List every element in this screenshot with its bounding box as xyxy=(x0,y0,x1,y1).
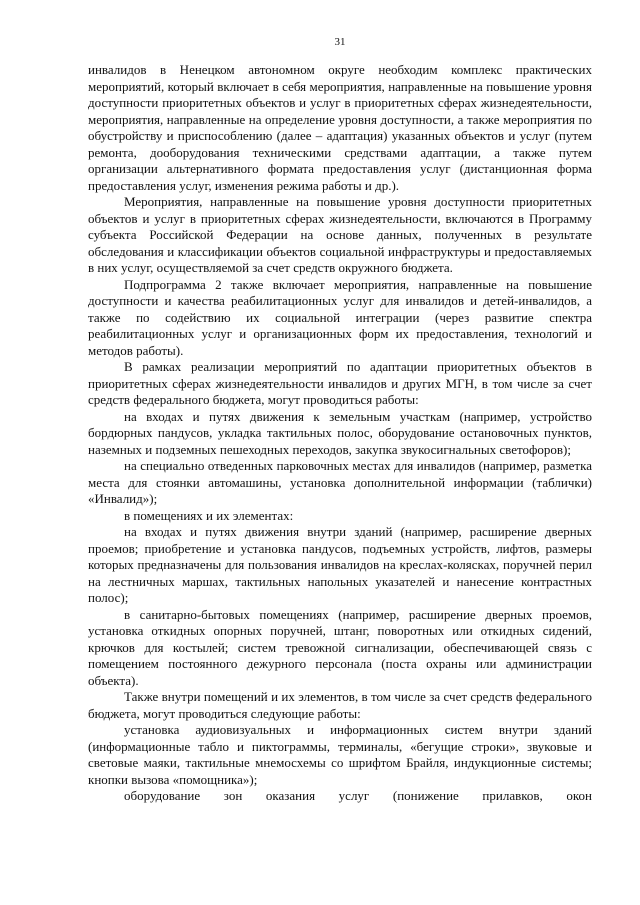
paragraph: в помещениях и их элементах: xyxy=(124,507,294,523)
paragraph: на специально отведенных парковочных местах для инвалидов (например, разметка места для стоянки автомашины, установка дополнительной информации (таблички) «Инвалид»); xyxy=(88,458,592,506)
paragraph: Подпрограмма 2 также включает мероприятия, направленные на повышение доступности и качества реабилитационных услуг для инвалидов и детей-инвалидов, а также по содействию их социальной интеграции (через развитие спектра реабилитационных услуг и организационных форм их предоставления, технологий и методов работы). xyxy=(88,276,592,358)
paragraph: инвалидов в Ненецком автономном округе необходим комплекс практических мероприятий, который включает в себя мероприятия, направленные на повышение уровня доступности приоритетных объектов и услуг в приоритетных сферах жизнедеятельности, мероприятия, направленные на определение уровня доступности, а также мероприятия по обустройству и приспособлению (далее – адаптация) указанных объектов и услуг (путем ремонта, дооборудования техническими средствами адаптации, а также путем организации альтернативного формата предоставления услуг (дистанционная форма предоставления услуг, изменения режима работы и др.). xyxy=(88,62,592,193)
page-number: 31 xyxy=(334,36,346,48)
paragraph: Мероприятия, направленные на повышение уровня доступности приоритетных объектов и услуг в приоритетных сферах жизнедеятельности, включаются в Программу субъекта Российской Федерации на основе данных, полученных в результате обследования и классификации объектов социальной инфраструктуры и предоставляемых в них услуг, осуществляемой за счет средств окружного бюджета. xyxy=(88,194,592,275)
paragraph: В рамках реализации мероприятий по адаптации приоритетных объектов в приоритетных сферах жизнедеятельности инвалидов и других МГН, в том числе за счет средств федерального бюджета, могут проводиться работы: xyxy=(88,359,592,407)
document-body xyxy=(88,62,592,805)
paragraph: на входах и путях движения к земельным участкам (например, устройство бордюрных пандусов, укладка тактильных полос, оборудование остановочных пунктов, наземных и подземных пешеходных переходов, закупка звукосигнальных светофоров); xyxy=(88,408,592,457)
paragraph: на входах и путях движения внутри зданий (например, расширение дверных проемов; приобретение и установка пандусов, подъемных устройств, лифтов, размеры которых предназначены для пользования инвалидов на креслах-колясках, поручней перил на лестничных маршах, тактильных напольных указателей и нанесение контрастных полос); xyxy=(88,524,592,605)
paragraph: в санитарно-бытовых помещениях (например, расширение дверных проемов, установка откидных опорных поручней, штанг, поворотных или откидных сидений, крючков для костылей; систем тревожной сигнализации, обеспечивающей связь с помещением постоянного дежурного персонала (поста охраны или администрации объекта). xyxy=(88,606,592,688)
paragraph: установка аудиовизуальных и информационных систем внутри зданий (информационные табло и пиктограммы, терминалы, «бегущие строки», звуковые и световые маяки, тактильные мнемосхемы со шрифтом Брайля, индукционные системы; кнопки вызова «помощника»); xyxy=(88,722,592,787)
paragraph: Также внутри помещений и их элементов, в том числе за счет средств федерального бюджета, могут проводиться следующие работы: xyxy=(88,689,592,721)
paragraph: оборудование зон оказания услуг (понижение прилавков, окон xyxy=(124,788,592,803)
